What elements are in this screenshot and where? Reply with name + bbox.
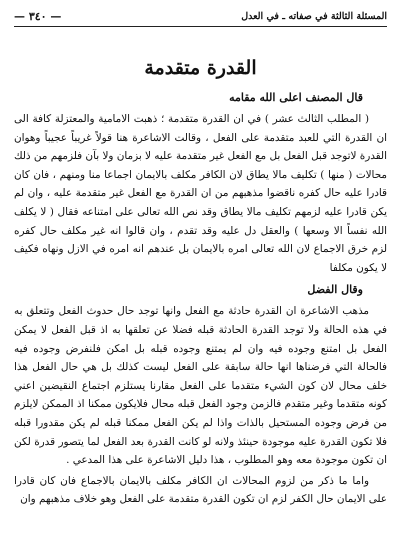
paragraph-fadl-response: مذهب الاشاعرة ان القدرة حادثة مع الفعل وانها توجد حال حدوث الفعل وتتعلق به في هذه الحالة ولا توجد القدرة الحادثة قبله فضلا عن تعلقها به اذ قبل الفعل لا يمكن الفعل بل امتنع وجوده فيه وان لم يمتنع وجوده قبله بل امكن فلنفرض وجوده فيه فالحالة التي فرضناها انها حالة سابقة على الفعل ليست كذلك بل هي حال الفعل هذا خلف محال لان كون الشيء متقدما على الفعل مقارنا يستلزم اجتماع النقيضين اعني كونه متقدما وغير متقدم فالزمن وجود الفعل قبله محال فلايكون ممكنا اذ الممكن لايلزم من فرض وجوده المستحيل بالذات واذا لم يكن الفعل ممكنا قبله لم يكن مقدورا قبله فلا تكون القدرة عليه موجودة حينئذ ولانه لو كانت القدرة بعد الفعل لما يتصور قدرة لكن ان تكون موجودة معه وهو المطلوب ، هذا دليل الاشاعرة على هذا المدعي .: [14, 305, 387, 467]
page-number: — ٣٤٠ —: [14, 9, 62, 23]
page-header: [14, 8, 387, 27]
section-title: القدرة متقدمة: [144, 57, 257, 79]
paragraph-fadl-continuation: واما ما ذكر من لزوم المحالات ان الكافر مكلف بالايمان بالاجماع فان كان قادرا على الايمان حال الكفر لزم ان تكون القدرة متقدمة على الفعل وهو خلاف مذهبهم وان: [14, 474, 387, 506]
paragraph-author-argument: ( المطلب الثالث عشر ) في ان القدرة متقدمة ؛ ذهبت الامامية والمعتزلة كافة الى ان القدرة التي للعبد متقدمة على الفعل ، وقالت الاشاعرة هنا قولاً غريباً عجيباً وهوان القدرة لاتوجد قبل الفعل بل مع الفعل غير متقدمة عليه لا بزمان ولا بآن فلزمهم من ذلك محالات ( منها ) تكليف مالا يطاق لان الكافر مكلف بالايمان اجماعا منا ومنهم ، فان كان قادرا عليه حال كفره ناقضوا مذهبهم من ان القدرة مع الفعل غير متقدمة عليه ، وان لم يكن قادرا عليه لزمهم تكليف مالا يطاق وقد نص الله تعالى على امتناعه فقال ( لا يكلف الله نفساً الا وسعها ) والعقل دل عليه وقد تقدم ، وان قالوا انه غير مكلف حال كفره لزم خرق الاجماع لان الله تعالى امره بالايمان بل عندهم انه امره في الازل ونهاه فكيف لا يكون مكلفا: [14, 113, 387, 274]
running-title: المسئلة الثالثة في صفاته ـ في العدل: [241, 10, 387, 22]
fadl-heading: وقال الفضل: [307, 283, 363, 297]
author-heading: قال المصنف اعلى الله مقامه: [229, 91, 363, 104]
